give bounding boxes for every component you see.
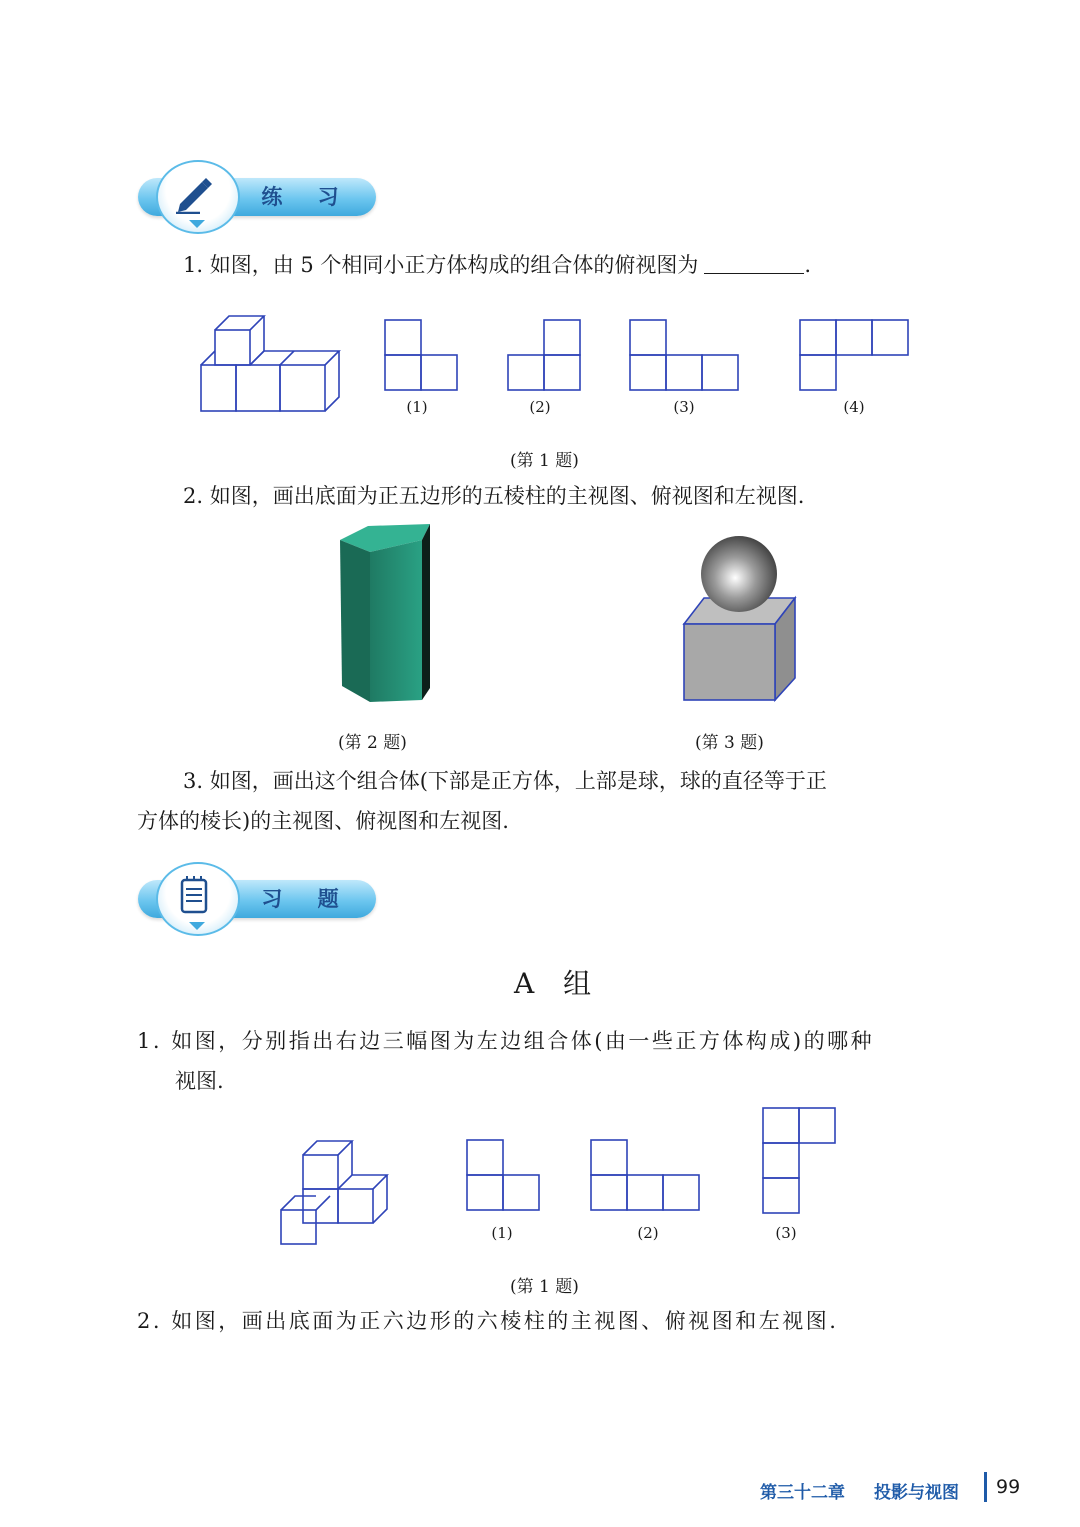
pencil-icon [172,174,216,214]
practice-q2-text: 2. 如图，画出底面为正五边形的五棱柱的主视图、俯视图和左视图. [183,484,805,508]
practice-banner [132,160,378,232]
practice-q1-prompt: 1. 如图，由 5 个相同小正方体构成的组合体的俯视图为 [183,253,699,277]
footer-divider [984,1472,987,1502]
exercises-banner-label: 习 题 [261,887,353,911]
option-label: (1) [406,398,428,416]
page-number: 99 [996,1476,1021,1498]
practice-q3-line2: 方体的棱长)的主视图、俯视图和左视图. [137,809,509,833]
banner-pointer-icon [189,922,205,930]
practice-q1-cube-solid [195,310,345,420]
practice-q1-caption: (第 1 题) [510,451,579,471]
exercises-q1-caption: (第 1 题) [510,1277,579,1297]
exercises-q1-line2: 视图. [175,1069,224,1093]
practice-q1-option-1 [383,318,463,393]
practice-q1-end: . [804,253,812,277]
exercises-q2-text: 2. 如图，画出底面为正六边形的六棱柱的主视图、俯视图和左视图. [137,1309,839,1333]
pentagonal-prism-figure [330,518,445,708]
practice-banner-label: 练 习 [261,185,353,209]
exercises-q1-line1: 1. 如图，分别指出右边三幅图为左边组合体(由一些正方体构成)的哪种 [137,1029,875,1053]
banner-pointer-icon [189,220,205,228]
exercises-q1-cube-solid [275,1135,393,1250]
sphere-on-cube-figure [678,532,803,704]
view-label: (1) [491,1224,513,1242]
practice-q2-caption: (第 2 题) [338,733,407,753]
option-label: (3) [673,398,695,416]
footer-title: 投影与视图 [874,1483,959,1503]
view-label: (3) [775,1224,797,1242]
practice-q1-option-3 [628,318,744,393]
option-label: (4) [843,398,865,416]
view-label: (2) [637,1224,659,1242]
group-heading: A 组 [514,967,602,1000]
practice-q1-option-4 [798,318,914,393]
practice-q1-text [183,250,811,280]
exercises-q1-view-1 [465,1138,545,1213]
exercises-q1-view-2 [589,1138,705,1213]
notepad-icon [172,876,216,916]
practice-q3-caption: (第 3 题) [695,733,764,753]
exercises-banner [132,862,378,934]
answer-blank [704,251,804,274]
practice-q1-option-2 [506,318,586,393]
footer-chapter: 第三十二章 [760,1483,845,1503]
option-label: (2) [529,398,551,416]
practice-q3-line1: 3. 如图，画出这个组合体(下部是正方体，上部是球，球的直径等于正 [183,769,827,793]
exercises-q1-view-3 [761,1106,841,1216]
